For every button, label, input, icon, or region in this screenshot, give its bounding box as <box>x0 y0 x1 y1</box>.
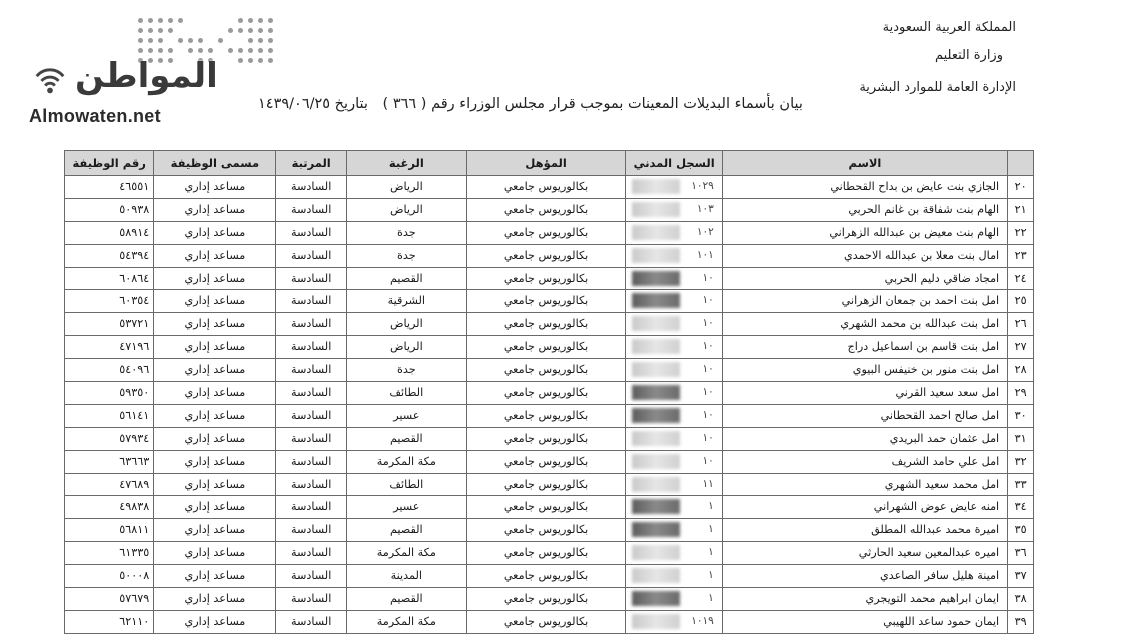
record-partial: ١٠ <box>702 454 714 467</box>
row-number: ٢٤ <box>1008 267 1034 290</box>
record-partial: ١ <box>708 523 714 536</box>
logo-dot <box>248 48 253 53</box>
logo-dot <box>208 48 213 53</box>
row-qualification: بكالوريوس جامعي <box>466 404 626 427</box>
logo-dot <box>178 38 183 43</box>
record-partial: ١١ <box>702 477 714 490</box>
row-job-title: مساعد إداري <box>154 565 276 588</box>
header-record: السجل المدني <box>626 151 722 176</box>
row-wish: القصيم <box>346 588 466 611</box>
row-job-id: ٥٦٨١١ <box>65 519 154 542</box>
row-name: امل بنت احمد بن جمعان الزهراني <box>722 290 1007 313</box>
row-job-title: مساعد إداري <box>154 313 276 336</box>
row-rank: السادسة <box>276 244 346 267</box>
row-number: ٣١ <box>1008 427 1034 450</box>
row-civil-record <box>626 244 722 267</box>
row-name: ايمان حمود ساعد اللهيبي <box>722 610 1007 633</box>
row-rank: السادسة <box>276 221 346 244</box>
record-partial: ١ <box>708 569 714 582</box>
row-job-id: ٥٧٩٣٤ <box>65 427 154 450</box>
header-job-id: رقم الوظيفة <box>65 151 154 176</box>
logo-dot <box>168 28 173 33</box>
row-civil-record <box>626 450 722 473</box>
row-job-title: مساعد إداري <box>154 176 276 199</box>
row-rank: السادسة <box>276 290 346 313</box>
row-job-title: مساعد إداري <box>154 610 276 633</box>
logo-dot <box>158 28 163 33</box>
row-name: امل بنت عبدالله بن محمد الشهري <box>722 313 1007 336</box>
row-qualification: بكالوريوس جامعي <box>466 221 626 244</box>
row-number: ٣٣ <box>1008 473 1034 496</box>
row-job-id: ٤٧١٩٦ <box>65 336 154 359</box>
row-civil-record <box>626 359 722 382</box>
row-civil-record <box>626 290 722 313</box>
table-row <box>65 496 1034 519</box>
row-job-title: مساعد إداري <box>154 244 276 267</box>
record-partial: ١٠ <box>702 340 714 353</box>
row-job-title: مساعد إداري <box>154 519 276 542</box>
row-qualification: بكالوريوس جامعي <box>466 359 626 382</box>
appointees-table <box>64 150 1034 634</box>
row-wish: الرياض <box>346 313 466 336</box>
row-job-title: مساعد إداري <box>154 198 276 221</box>
row-job-id: ٦٢١١٠ <box>65 610 154 633</box>
header-name: الاسم <box>722 151 1007 176</box>
logo-dot <box>188 38 193 43</box>
row-wish: جدة <box>346 221 466 244</box>
row-number: ٢٨ <box>1008 359 1034 382</box>
row-number: ٣٩ <box>1008 610 1034 633</box>
row-civil-record <box>626 404 722 427</box>
logo-dot <box>238 18 243 23</box>
row-name: امل بنت منور بن خنيفس البيوي <box>722 359 1007 382</box>
row-name: اميره عبدالمعين سعيد الحارثي <box>722 542 1007 565</box>
record-partial: ١٠٢ <box>696 225 714 238</box>
redaction-blur <box>632 614 680 629</box>
logo-dot <box>218 38 223 43</box>
row-wish: عسير <box>346 404 466 427</box>
logo-dot <box>148 48 153 53</box>
row-wish: عسير <box>346 496 466 519</box>
table-row <box>65 473 1034 496</box>
redaction-blur <box>632 339 680 354</box>
table-row <box>65 588 1034 611</box>
row-job-id: ٤٧٦٨٩ <box>65 473 154 496</box>
table-row <box>65 267 1034 290</box>
record-partial: ١٠ <box>702 294 714 307</box>
row-name: امل محمد سعيد الشهري <box>722 473 1007 496</box>
row-rank: السادسة <box>276 198 346 221</box>
row-rank: السادسة <box>276 588 346 611</box>
row-wish: الطائف <box>346 473 466 496</box>
row-job-id: ٤٦٥٥١ <box>65 176 154 199</box>
row-number: ٢٥ <box>1008 290 1034 313</box>
logo-dot <box>148 28 153 33</box>
row-name: امل صالح احمد القحطاني <box>722 404 1007 427</box>
table-row <box>65 542 1034 565</box>
row-wish: مكة المكرمة <box>346 542 466 565</box>
logo-dot <box>248 18 253 23</box>
row-number: ٢٣ <box>1008 244 1034 267</box>
header-rank: المرتبة <box>276 151 346 176</box>
header-title: مسمى الوظيفة <box>154 151 276 176</box>
logo-dot <box>268 58 273 63</box>
row-job-id: ٥٧٦٧٩ <box>65 588 154 611</box>
logo-dot <box>158 38 163 43</box>
redaction-blur <box>632 431 680 446</box>
site-logo <box>25 56 225 136</box>
row-wish: المدينة <box>346 565 466 588</box>
row-job-id: ٥٨٩١٤ <box>65 221 154 244</box>
row-job-title: مساعد إداري <box>154 427 276 450</box>
record-partial: ١٠ <box>702 408 714 421</box>
logo-dot <box>228 48 233 53</box>
row-rank: السادسة <box>276 496 346 519</box>
row-job-title: مساعد إداري <box>154 588 276 611</box>
table-row <box>65 244 1034 267</box>
row-qualification: بكالوريوس جامعي <box>466 610 626 633</box>
row-wish: مكة المكرمة <box>346 450 466 473</box>
row-rank: السادسة <box>276 267 346 290</box>
header-qualification: المؤهل <box>466 151 626 176</box>
row-rank: السادسة <box>276 519 346 542</box>
row-qualification: بكالوريوس جامعي <box>466 198 626 221</box>
table-row <box>65 427 1034 450</box>
record-partial: ١٠١ <box>696 248 714 261</box>
row-wish: الرياض <box>346 198 466 221</box>
row-name: امل علي حامد الشريف <box>722 450 1007 473</box>
row-qualification: بكالوريوس جامعي <box>466 473 626 496</box>
redaction-blur <box>632 477 680 492</box>
row-rank: السادسة <box>276 565 346 588</box>
row-wish: الرياض <box>346 176 466 199</box>
row-qualification: بكالوريوس جامعي <box>466 496 626 519</box>
department-heading: الإدارة العامة للموارد البشرية <box>859 80 1016 95</box>
redaction-blur <box>632 271 680 286</box>
table-row <box>65 382 1034 405</box>
table-row <box>65 519 1034 542</box>
kingdom-heading: المملكة العربية السعودية <box>882 20 1016 35</box>
row-rank: السادسة <box>276 336 346 359</box>
row-wish: جدة <box>346 244 466 267</box>
row-rank: السادسة <box>276 473 346 496</box>
table-row <box>65 198 1034 221</box>
row-rank: السادسة <box>276 610 346 633</box>
row-qualification: بكالوريوس جامعي <box>466 450 626 473</box>
row-qualification: بكالوريوس جامعي <box>466 565 626 588</box>
row-number: ٣٢ <box>1008 450 1034 473</box>
row-name: امجاد ضاقي دليم الحربي <box>722 267 1007 290</box>
row-job-id: ٤٩٨٣٨ <box>65 496 154 519</box>
row-job-id: ٥٠٠٠٨ <box>65 565 154 588</box>
redaction-blur <box>632 522 680 537</box>
row-rank: السادسة <box>276 176 346 199</box>
row-civil-record <box>626 542 722 565</box>
row-qualification: بكالوريوس جامعي <box>466 313 626 336</box>
logo-dot <box>248 38 253 43</box>
table-row <box>65 221 1034 244</box>
row-rank: السادسة <box>276 359 346 382</box>
wifi-signal-icon <box>31 60 69 100</box>
logo-dot <box>258 28 263 33</box>
logo-dot <box>178 18 183 23</box>
row-rank: السادسة <box>276 382 346 405</box>
row-job-id: ٥٣٧٢١ <box>65 313 154 336</box>
row-rank: السادسة <box>276 404 346 427</box>
row-qualification: بكالوريوس جامعي <box>466 336 626 359</box>
row-job-title: مساعد إداري <box>154 221 276 244</box>
redaction-blur <box>632 408 680 423</box>
row-number: ٣٥ <box>1008 519 1034 542</box>
row-qualification: بكالوريوس جامعي <box>466 519 626 542</box>
row-number: ٣٨ <box>1008 588 1034 611</box>
logo-dot <box>168 18 173 23</box>
row-job-title: مساعد إداري <box>154 290 276 313</box>
logo-dot <box>158 48 163 53</box>
row-qualification: بكالوريوس جامعي <box>466 176 626 199</box>
table-row <box>65 176 1034 199</box>
row-civil-record <box>626 176 722 199</box>
redaction-blur <box>632 179 680 194</box>
table-row <box>65 610 1034 633</box>
row-name: امل عثمان حمد البريدي <box>722 427 1007 450</box>
row-number: ٣٦ <box>1008 542 1034 565</box>
record-partial: ١ <box>708 500 714 513</box>
row-civil-record <box>626 336 722 359</box>
logo-dot <box>268 38 273 43</box>
logo-dot <box>198 38 203 43</box>
logo-dot <box>248 58 253 63</box>
logo-dot <box>268 48 273 53</box>
record-partial: ١٠ <box>702 271 714 284</box>
row-number: ٣٠ <box>1008 404 1034 427</box>
logo-dot <box>138 48 143 53</box>
table-row <box>65 565 1034 588</box>
logo-dot <box>258 18 263 23</box>
redaction-blur <box>632 499 680 514</box>
logo-dot <box>148 38 153 43</box>
redaction-blur <box>632 225 680 240</box>
row-name: امينة هليل سافر الصاعدي <box>722 565 1007 588</box>
logo-dot <box>198 48 203 53</box>
row-number: ٢٧ <box>1008 336 1034 359</box>
row-job-title: مساعد إداري <box>154 359 276 382</box>
row-job-title: مساعد إداري <box>154 404 276 427</box>
row-job-id: ٦٠٣٥٤ <box>65 290 154 313</box>
logo-dot <box>138 38 143 43</box>
row-qualification: بكالوريوس جامعي <box>466 267 626 290</box>
row-rank: السادسة <box>276 427 346 450</box>
record-partial: ١ <box>708 546 714 559</box>
logo-dot <box>168 48 173 53</box>
logo-dot <box>188 48 193 53</box>
logo-dot <box>258 38 263 43</box>
record-partial: ١٠٢٩ <box>691 180 714 192</box>
statement-text: بيان بأسماء البديلات المعينات بموجب قرار مجلس الوزراء رقم ( ٣٦٦ ) <box>382 96 803 112</box>
row-rank: السادسة <box>276 542 346 565</box>
row-number: ٢٩ <box>1008 382 1034 405</box>
table-header-row <box>65 151 1034 176</box>
row-name: امال بنت معلا بن عبدالله الاحمدي <box>722 244 1007 267</box>
record-partial: ١٠١٩ <box>691 614 714 627</box>
header-wish: الرغبة <box>346 151 466 176</box>
record-partial: ١٠٣ <box>696 202 714 215</box>
logo-dot <box>238 58 243 63</box>
row-job-id: ٥٩٣٥٠ <box>65 382 154 405</box>
row-name: الهام بنت معيض بن عبدالله الزهراني <box>722 221 1007 244</box>
header-no <box>1008 151 1034 176</box>
row-civil-record <box>626 221 722 244</box>
redaction-blur <box>632 454 680 469</box>
redaction-blur <box>632 316 680 331</box>
row-job-title: مساعد إداري <box>154 382 276 405</box>
row-number: ٣٤ <box>1008 496 1034 519</box>
logo-dot <box>268 28 273 33</box>
redaction-blur <box>632 248 680 263</box>
record-partial: ١٠ <box>702 363 714 376</box>
row-civil-record <box>626 588 722 611</box>
redaction-blur <box>632 591 680 606</box>
logo-english-text: Almowaten.net <box>29 106 161 126</box>
row-job-title: مساعد إداري <box>154 450 276 473</box>
statement-line <box>248 96 803 112</box>
row-job-id: ٥٠٩٣٨ <box>65 198 154 221</box>
row-job-title: مساعد إداري <box>154 336 276 359</box>
row-number: ٢٢ <box>1008 221 1034 244</box>
row-wish: مكة المكرمة <box>346 610 466 633</box>
row-job-id: ٦٠٨٦٤ <box>65 267 154 290</box>
row-civil-record <box>626 382 722 405</box>
redaction-blur <box>632 293 680 308</box>
table-row <box>65 404 1034 427</box>
row-wish: القصيم <box>346 519 466 542</box>
row-job-id: ٦٣٦٦٣ <box>65 450 154 473</box>
statement-date: بتاريخ ١٤٣٩/٠٦/٢٥ <box>258 96 368 112</box>
row-qualification: بكالوريوس جامعي <box>466 290 626 313</box>
row-name: الهام بنت شفاقة بن غانم الحربي <box>722 198 1007 221</box>
row-job-title: مساعد إداري <box>154 473 276 496</box>
row-job-title: مساعد إداري <box>154 496 276 519</box>
row-civil-record <box>626 313 722 336</box>
row-job-id: ٥٦١٤١ <box>65 404 154 427</box>
row-wish: القصيم <box>346 267 466 290</box>
table-row <box>65 450 1034 473</box>
row-number: ٢٦ <box>1008 313 1034 336</box>
redaction-blur <box>632 385 680 400</box>
table-row <box>65 336 1034 359</box>
row-name: امنه عايض عوض الشهراني <box>722 496 1007 519</box>
record-partial: ١ <box>708 592 714 605</box>
row-qualification: بكالوريوس جامعي <box>466 542 626 565</box>
row-job-title: مساعد إداري <box>154 267 276 290</box>
logo-dot <box>268 18 273 23</box>
table-row <box>65 313 1034 336</box>
row-civil-record <box>626 496 722 519</box>
row-qualification: بكالوريوس جامعي <box>466 382 626 405</box>
record-partial: ١٠ <box>702 386 714 399</box>
logo-dot <box>248 28 253 33</box>
row-name: الجازي بنت عايض بن بداح القحطاني <box>722 176 1007 199</box>
row-civil-record <box>626 267 722 290</box>
logo-dot <box>258 48 263 53</box>
redaction-blur <box>632 202 680 217</box>
row-civil-record <box>626 565 722 588</box>
row-number: ٢١ <box>1008 198 1034 221</box>
ministry-heading: وزارة التعليم <box>934 48 1003 63</box>
row-name: اميرة محمد عبدالله المطلق <box>722 519 1007 542</box>
logo-arabic-text: المواطن <box>75 56 218 96</box>
row-civil-record <box>626 519 722 542</box>
row-wish: الرياض <box>346 336 466 359</box>
row-qualification: بكالوريوس جامعي <box>466 244 626 267</box>
row-wish: القصيم <box>346 427 466 450</box>
row-name: ايمان ابراهيم محمد التويجري <box>722 588 1007 611</box>
logo-dot <box>138 18 143 23</box>
logo-dot <box>158 18 163 23</box>
row-wish: الشرقية <box>346 290 466 313</box>
logo-dot <box>238 48 243 53</box>
row-name: امل سعد سعيد القرني <box>722 382 1007 405</box>
row-wish: جدة <box>346 359 466 382</box>
logo-dot <box>258 58 263 63</box>
record-partial: ١٠ <box>702 317 714 330</box>
row-job-title: مساعد إداري <box>154 542 276 565</box>
row-rank: السادسة <box>276 313 346 336</box>
row-number: ٣٧ <box>1008 565 1034 588</box>
row-name: امل بنت قاسم بن اسماعيل دراج <box>722 336 1007 359</box>
redaction-blur <box>632 545 680 560</box>
logo-dot <box>148 18 153 23</box>
redaction-blur <box>632 568 680 583</box>
table-row <box>65 359 1034 382</box>
row-wish: الطائف <box>346 382 466 405</box>
row-qualification: بكالوريوس جامعي <box>466 427 626 450</box>
record-partial: ١٠ <box>702 431 714 444</box>
row-number: ٢٠ <box>1008 176 1034 199</box>
row-civil-record <box>626 198 722 221</box>
row-job-id: ٥٤٣٩٤ <box>65 244 154 267</box>
redaction-blur <box>632 362 680 377</box>
row-civil-record <box>626 610 722 633</box>
row-job-id: ٥٤٠٩٦ <box>65 359 154 382</box>
row-qualification: بكالوريوس جامعي <box>466 588 626 611</box>
logo-dot <box>228 28 233 33</box>
logo-dot <box>238 28 243 33</box>
row-civil-record <box>626 473 722 496</box>
table-row <box>65 290 1034 313</box>
row-civil-record <box>626 427 722 450</box>
logo-dot <box>138 28 143 33</box>
row-rank: السادسة <box>276 450 346 473</box>
row-job-id: ٦١٣٣٥ <box>65 542 154 565</box>
